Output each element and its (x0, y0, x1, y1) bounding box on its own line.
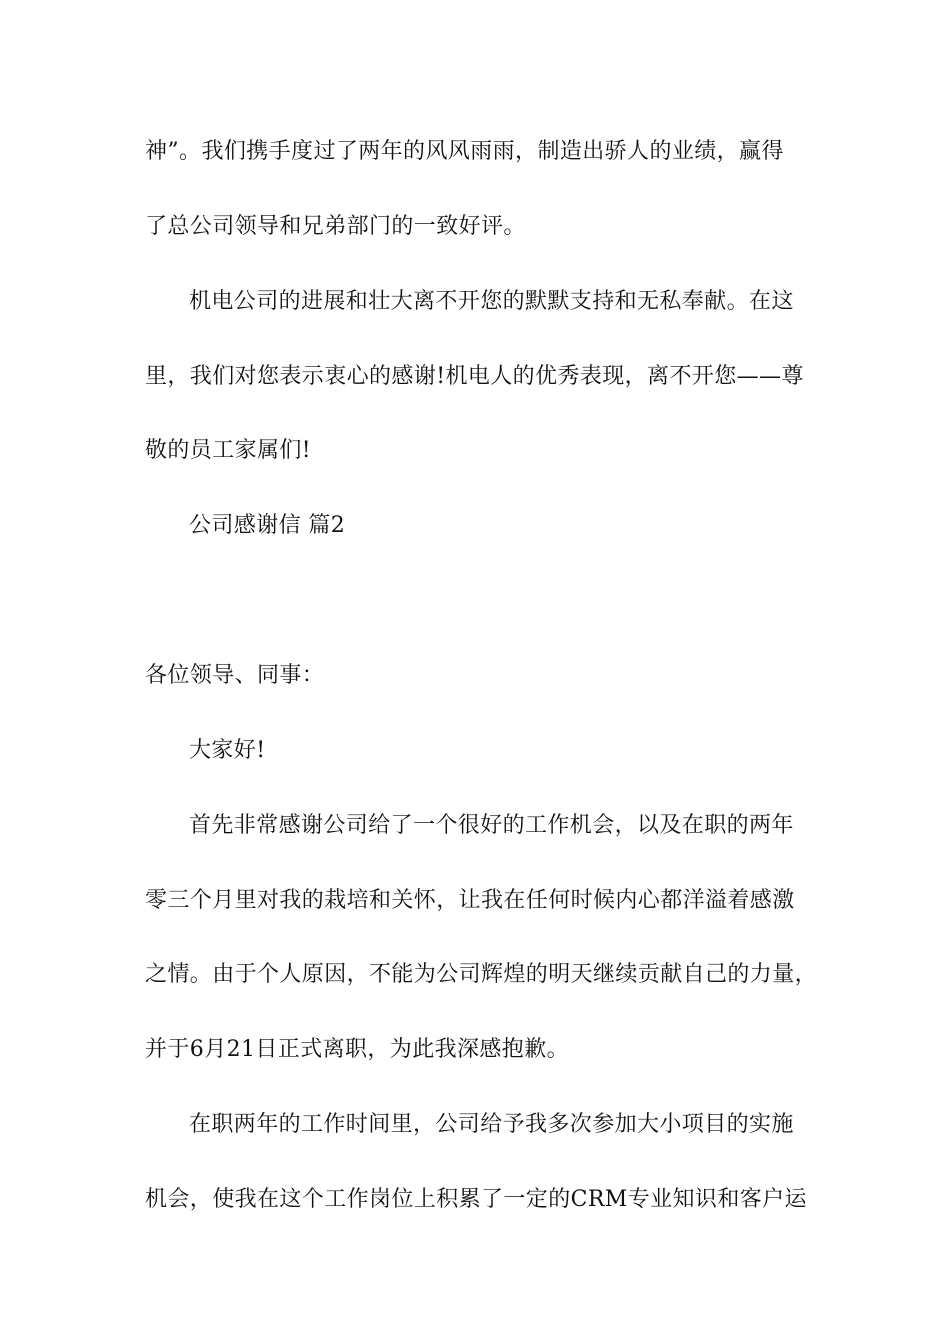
section-heading: 公司感谢信 篇2 (189, 513, 346, 538)
paragraph-line: 之情。由于个人原因，不能为公司辉煌的明天继续贡献自己的力量， (145, 962, 818, 987)
paragraph-line: 里，我们对您表示衷心的感谢!机电人的优秀表现，离不开您——尊 (145, 364, 804, 389)
paragraph-line: 在职两年的工作时间里，公司给予我多次参加大小项目的实施 (189, 1112, 794, 1137)
paragraph-line: 并于6月21日正式离职，为此我深感抱歉。 (145, 1037, 569, 1062)
salutation: 各位领导、同事： (145, 663, 325, 688)
paragraph-line: 了总公司领导和兄弟部门的一致好评。 (145, 214, 526, 239)
paragraph-line: 神”。我们携手度过了两年的风风雨雨，制造出骄人的业绩，赢得 (145, 139, 784, 164)
paragraph-line: 首先非常感谢公司给了一个很好的工作机会，以及在职的两年 (189, 813, 794, 838)
greeting: 大家好! (189, 738, 266, 763)
paragraph-line: 敬的员工家属们! (145, 438, 312, 463)
paragraph-line: 机电公司的进展和壮大离不开您的默默支持和无私奉献。在这 (189, 289, 794, 314)
paragraph-line: 零三个月里对我的栽培和关怀，让我在任何时候内心都洋溢着感激 (145, 888, 795, 913)
paragraph-line: 机会，使我在这个工作岗位上积累了一定的CRM专业知识和客户运 (145, 1187, 807, 1212)
